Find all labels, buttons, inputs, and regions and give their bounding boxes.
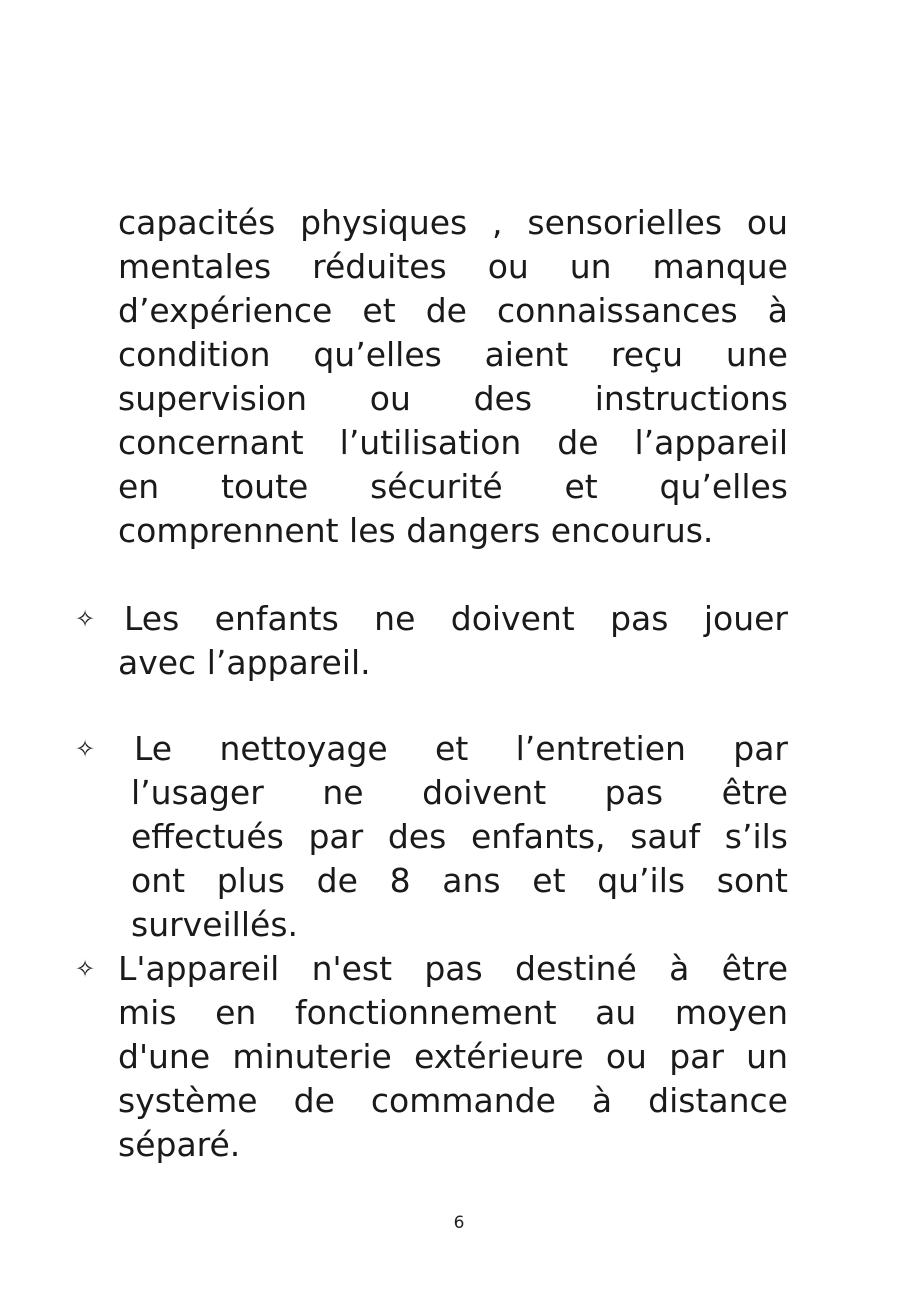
intro-line: condition qu’elles aient reçu une: [118, 335, 788, 374]
diamond-star-bullet-icon: ✧: [74, 605, 96, 633]
intro-line: capacités physiques , sensorielles ou: [118, 203, 788, 242]
intro-line: concernant l’utilisation de l’appareil: [118, 423, 788, 462]
bullet-line: l’usager ne doivent pas être: [131, 773, 788, 812]
bullet-line: Les enfants ne doivent pas jouer: [124, 599, 788, 638]
intro-line: supervision ou des instructions: [118, 379, 788, 418]
bullet-line: d'une minuterie extérieure ou par un: [118, 1037, 788, 1076]
diamond-star-bullet-icon: ✧: [74, 735, 96, 763]
bullet-line: avec l’appareil.: [118, 643, 371, 682]
intro-line: comprennent les dangers encourus.: [118, 511, 714, 550]
bullet-line: séparé.: [118, 1125, 241, 1164]
intro-line: mentales réduites ou un manque: [118, 247, 788, 286]
bullet-line: système de commande à distance: [118, 1081, 788, 1120]
bullet-line: ont plus de 8 ans et qu’ils sont: [131, 861, 788, 900]
intro-line: d’expérience et de connaissances à: [118, 291, 788, 330]
bullet-line: L'appareil n'est pas destiné à être: [118, 949, 788, 988]
page-number: 6: [453, 1213, 465, 1233]
diamond-star-bullet-icon: ✧: [74, 955, 96, 983]
bullet-line: mis en fonctionnement au moyen: [118, 993, 788, 1032]
intro-line: en toute sécurité et qu’elles: [118, 467, 788, 506]
bullet-line: Le nettoyage et l’entretien par: [134, 729, 788, 768]
bullet-line: surveillés.: [131, 905, 298, 944]
bullet-line: effectués par des enfants, sauf s’ils: [131, 817, 788, 856]
